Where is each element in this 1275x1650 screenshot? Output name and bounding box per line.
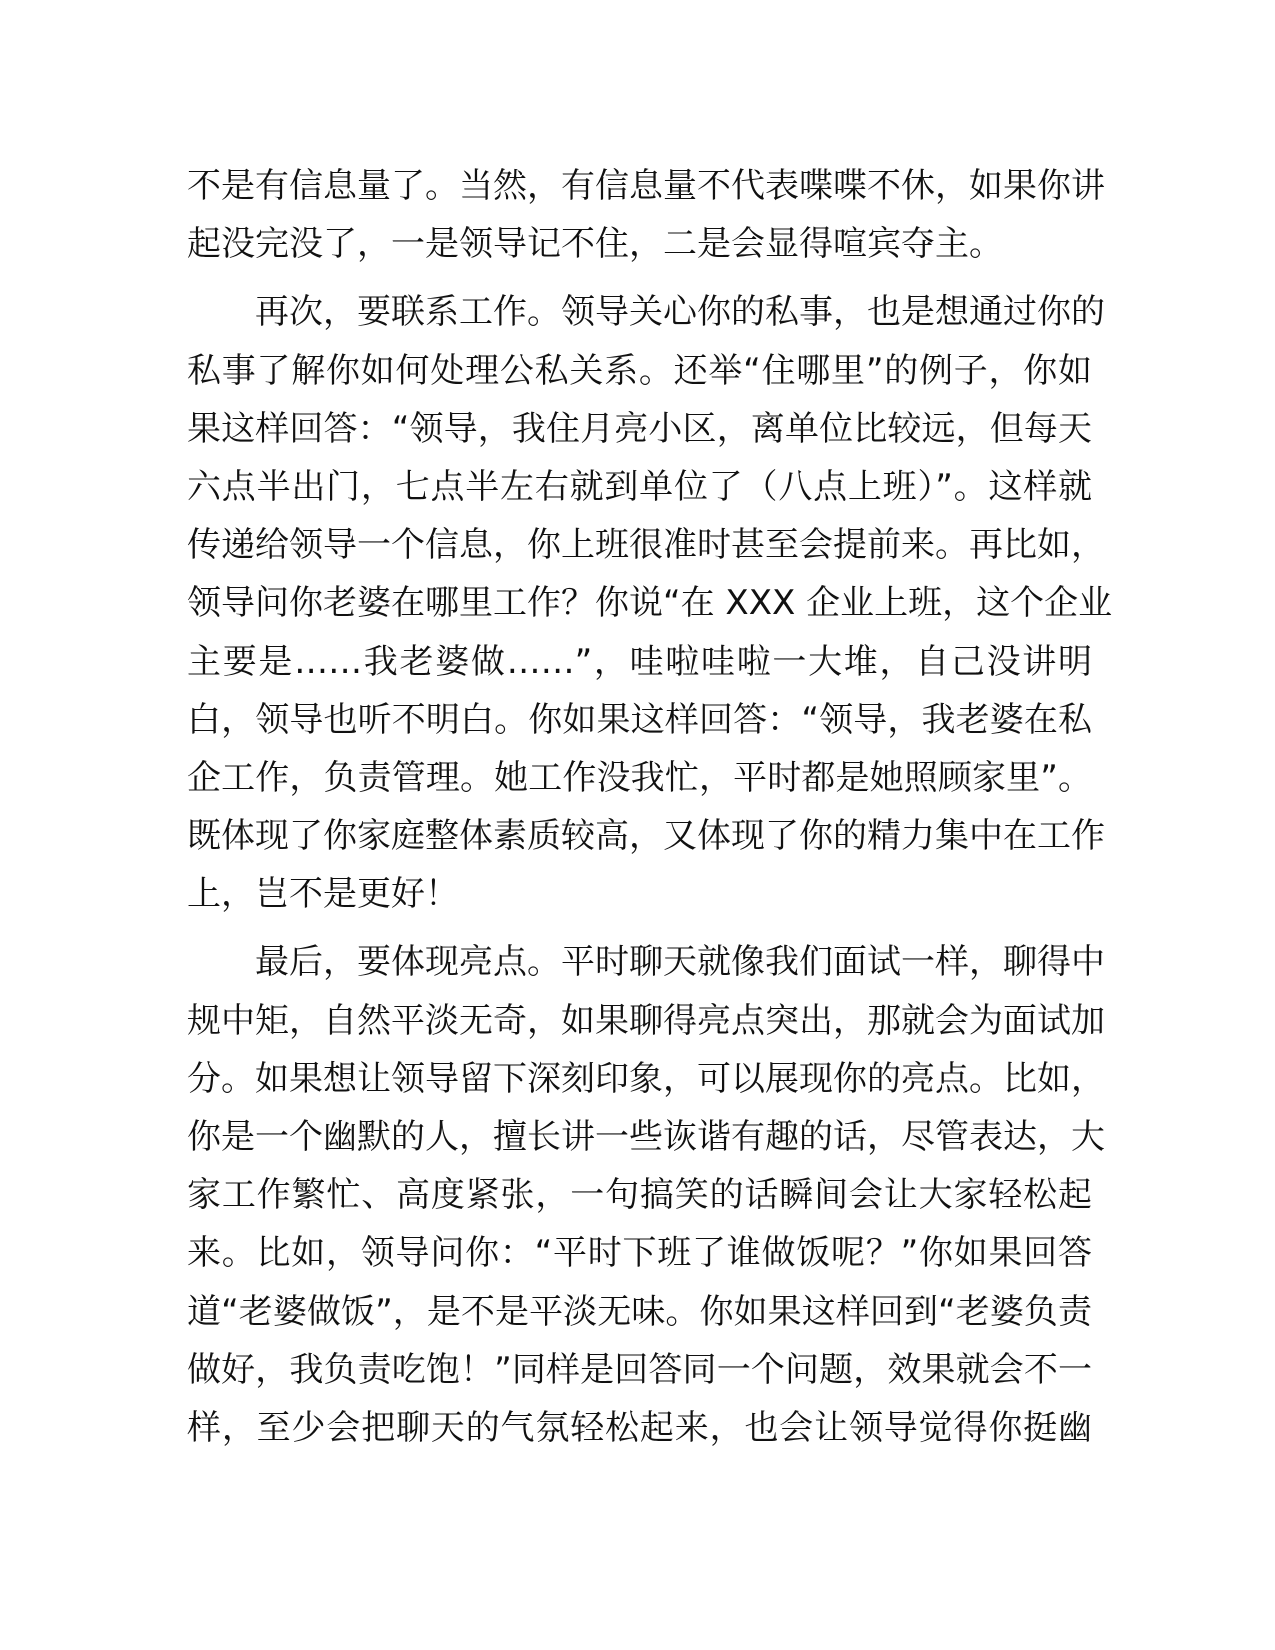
body-text bbox=[187, 157, 1113, 1457]
text-line: 来。比如，领导问你：“平时下班了谁做饭呢？”你如果回答 bbox=[187, 1233, 1092, 1274]
text-line: 不是有信息量了。当然，有信息量不代表喋喋不休，如果你讲 bbox=[187, 166, 1105, 206]
text-line: 既体现了你家庭整体素质较高，又体现了你的精力集中在工作 bbox=[187, 816, 1105, 857]
text-line: 白，领导也听不明白。你如果这样回答：“领导，我老婆在私 bbox=[187, 699, 1092, 740]
text-line: 企工作，负责管理。她工作没我忙，平时都是她照顾家里”。 bbox=[187, 757, 1092, 798]
text-line: 传递给领导一个信息，你上班很准时甚至会提前来。再比如， bbox=[187, 525, 1105, 566]
paragraph-spacing bbox=[187, 273, 1092, 283]
paragraph-3 bbox=[187, 933, 1105, 1457]
paragraph-2 bbox=[187, 283, 1113, 923]
text-line: 私事了解你如何处理公私关系。还举“住哪里”的例子，你如 bbox=[187, 350, 1092, 391]
text-line: 家工作繁忙、高度紧张，一句搞笑的话瞬间会让大家轻松起 bbox=[187, 1175, 1092, 1216]
paragraph-spacing bbox=[187, 923, 1092, 933]
paragraph-1 bbox=[187, 157, 1105, 273]
text-line: 做好，我负责吃饱！”同样是回答同一个问题，效果就会不一 bbox=[187, 1349, 1092, 1390]
text-line: 领导问你老婆在哪里工作？你说“在 XXX 企业上班，这个企业 bbox=[187, 583, 1113, 624]
text-line: 果这样回答：“领导，我住月亮小区，离单位比较远，但每天 bbox=[187, 408, 1092, 449]
text-line: 六点半出门，七点半左右就到单位了（八点上班）”。这样就 bbox=[187, 466, 1092, 507]
text-line-first: 再次，要联系工作。领导关心你的私事，也是想通过你的 bbox=[255, 292, 1105, 333]
text-line: 你是一个幽默的人，擅长讲一些诙谐有趣的话，尽管表达，大 bbox=[187, 1117, 1105, 1157]
text-line: 主要是……我老婆做……”，哇啦哇啦一大堆，自己没讲明 bbox=[187, 641, 1092, 682]
text-line: 分。如果想让领导留下深刻印象，可以展现你的亮点。比如， bbox=[187, 1058, 1105, 1099]
text-line: 上，岂不是更好！ bbox=[187, 874, 459, 915]
text-line: 规中矩，自然平淡无奇，如果聊得亮点突出，那就会为面试加 bbox=[187, 1000, 1105, 1041]
text-line: 样，至少会把聊天的气氛轻松起来，也会让领导觉得你挺幽 bbox=[187, 1407, 1092, 1448]
text-line-first: 最后，要体现亮点。平时聊天就像我们面试一样，聊得中 bbox=[255, 942, 1105, 983]
text-line: 起没完没了，一是领导记不住，二是会显得喧宾夺主。 bbox=[187, 224, 1003, 265]
text-line: 道“老婆做饭”，是不是平淡无味。你如果这样回到“老婆负责 bbox=[187, 1291, 1092, 1332]
